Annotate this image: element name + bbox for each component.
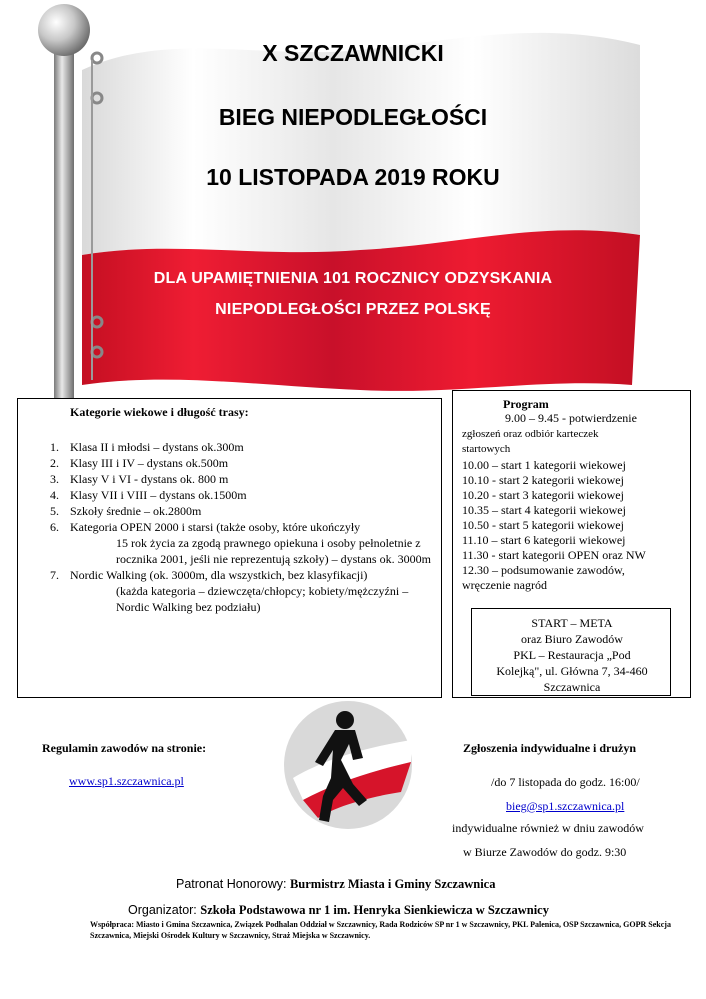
start-meta-line: Szczawnica (543, 680, 601, 694)
title-line-2: BIEG NIEPODLEGŁOŚCI (218, 104, 488, 130)
list-item: 7. Nordic Walking (ok. 3000m, dla wszystkich, bez klasyfikacji) (każda kategoria – dziewczęta/chłopcy; kobiety/mężczyźni – Nordic Walking bez podziału) (50, 568, 409, 614)
program-line: 10.00 – start 1 kategorii wiekowej (462, 458, 626, 472)
start-meta-line: Kolejką", ul. Główna 7, 34-460 (496, 664, 648, 678)
categories-heading: Kategorie wiekowe i długość trasy: (70, 405, 249, 419)
subtitle-line-2: NIEPODLEGŁOŚCI PRZEZ POLSKĘ (215, 301, 491, 318)
list-item: 6. Kategoria OPEN 2000 i starsi (także osoby, które ukończyły 15 rok życia za zgodą prawnego opiekuna i osoby pełnoletnie z rocznika 2001, jeśli nie reprezentują szkoły) – dystans ok. 3000m (50, 520, 431, 566)
list-item: 1. Klasa II i młodsi – dystans ok.300m (50, 440, 244, 454)
website-link[interactable]: www.sp1.szczawnica.pl (69, 774, 184, 788)
flagpole-icon (54, 38, 74, 400)
patronat-label: Patronat Honorowy: (176, 877, 290, 891)
list-item: 2. Klasy III i IV – dystans ok.500m (50, 456, 229, 470)
regulamin-label: Regulamin zawodów na stronie: (42, 741, 207, 755)
program-line: 12.30 – podsumowanie zawodów, (462, 563, 625, 577)
program-line: 10.10 - start 2 kategorii wiekowej (462, 473, 624, 487)
runner-logo (283, 700, 413, 830)
program-line: 9.00 – 9.45 - potwierdzenie (505, 411, 637, 425)
organizator (128, 903, 549, 918)
list-item: 3. Klasy V i VI - dystans ok. 800 m (50, 472, 229, 486)
organizator-value: Szkoła Podstawowa nr 1 im. Henryka Sienkiewicza w Szczawnicy (200, 903, 549, 917)
start-meta-box (471, 608, 671, 696)
list-item: 4. Klasy VII i VIII – dystans ok.1500m (50, 488, 247, 502)
organizator-label: Organizator: (128, 903, 201, 917)
categories-list (26, 439, 431, 615)
program-line: 11.10 – start 6 kategorii wiekowej (462, 533, 626, 547)
start-meta-line: PKL – Restauracja „Pod (513, 648, 631, 662)
program-title: Program (503, 397, 549, 411)
zgloszenia-label: Zgłoszenia indywidualne i drużyn (463, 741, 637, 755)
program-line: 11.30 - start kategorii OPEN oraz NW (462, 548, 646, 562)
patronat (176, 877, 495, 892)
program-line: 10.20 - start 3 kategorii wiekowej (462, 488, 624, 502)
list-item: 5. Szkoły średnie – ok.2800m (50, 504, 202, 518)
program-line: startowych (462, 443, 511, 455)
title-line-3: 10 LISTOPADA 2019 ROKU (206, 164, 500, 190)
program-line: 10.35 – start 4 kategorii wiekowej (462, 503, 626, 517)
program-line: wręczenie nagród (462, 578, 547, 592)
start-meta-line: START – META (531, 616, 613, 630)
email-link[interactable]: bieg@sp1.szczawnica.pl (506, 799, 625, 813)
start-meta-line: oraz Biuro Zawodów (521, 632, 623, 646)
patronat-value: Burmistrz Miasta i Gminy Szczawnica (289, 877, 496, 891)
categories-box (17, 398, 442, 698)
title-line-1: X SZCZAWNICKI (262, 40, 444, 66)
program-line: 10.50 - start 5 kategorii wiekowej (462, 518, 624, 532)
zgloszenia-line: w Biurze Zawodów do godz. 9:30 (463, 845, 627, 859)
zgloszenia-deadline: /do 7 listopada do godz. 16:00/ (491, 775, 640, 789)
program-line: zgłoszeń oraz odbiór karteczek (462, 428, 599, 440)
zgloszenia-line: indywidualne również w dniu zawodów (452, 821, 644, 835)
wspolpraca-text: Współpraca: Miasto i Gmina Szczawnica, Związek Podhalan Oddział w Szczawnicy, Rada Rodziców SP nr 1 w Szczawnicy, PKL Palenica, OSP Szczawnica, GOPR Sekcja Szczawnica, Miejski Ośrodek Kultury w Szczawnicy, Straż Miejska w Szczawnicy. (90, 920, 671, 940)
subtitle-line-1: DLA UPAMIĘTNIENIA 101 ROCZNICY ODZYSKANIA (153, 270, 553, 287)
